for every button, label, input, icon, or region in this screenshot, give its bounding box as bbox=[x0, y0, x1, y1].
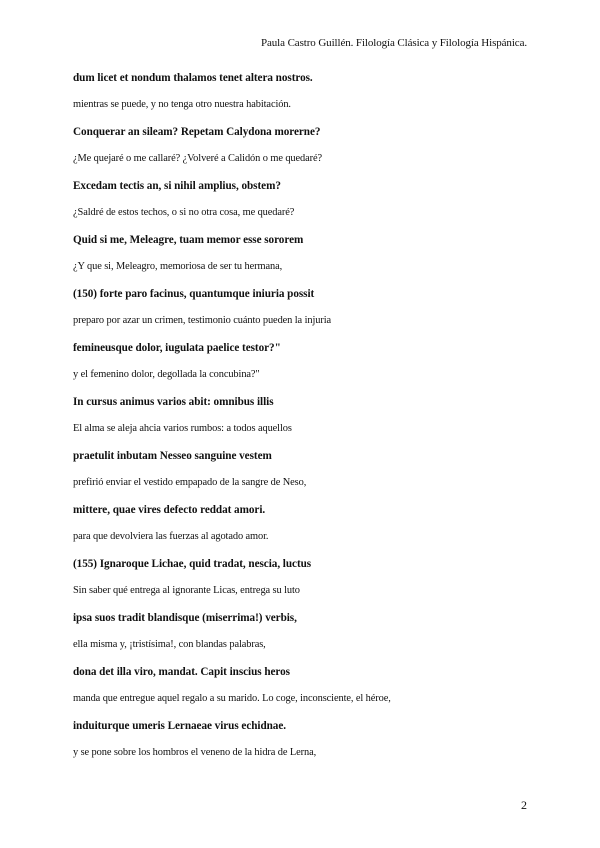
spanish-translation-line: ella misma y, ¡tristísima!, con blandas palabras, bbox=[73, 639, 266, 650]
spanish-translation-line: y el femenino dolor, degollada la concubina?" bbox=[73, 369, 260, 380]
spanish-translation-line: prefirió enviar el vestido empapado de la sangre de Neso, bbox=[73, 477, 307, 488]
spanish-translation-line: manda que entregue aquel regalo a su marido. Lo coge, inconsciente, el héroe, bbox=[73, 693, 391, 704]
latin-verse-line: Conquerar an sileam? Repetam Calydona morerne? bbox=[73, 126, 321, 138]
spanish-translation-line: mientras se puede, y no tenga otro nuestra habitación. bbox=[73, 99, 291, 110]
spanish-translation-line: ¿Me quejaré o me callaré? ¿Volveré a Calidón o me quedaré? bbox=[73, 153, 323, 164]
latin-verse-line: mittere, quae vires defecto reddat amori. bbox=[73, 504, 266, 516]
spanish-translation-line: El alma se aleja ahcia varios rumbos: a todos aquellos bbox=[73, 423, 292, 434]
latin-verse-line: ipsa suos tradit blandisque (miserrima!) verbis, bbox=[73, 612, 297, 624]
latin-verse-line: In cursus animus varios abit: omnibus illis bbox=[73, 396, 274, 408]
spanish-translation-line: Sin saber qué entrega al ignorante Licas, entrega su luto bbox=[73, 585, 300, 596]
spanish-translation-line: y se pone sobre los hombros el veneno de la hidra de Lerna, bbox=[73, 747, 317, 758]
latin-verse-line: (150) forte paro facinus, quantumque iniuria possit bbox=[73, 288, 315, 300]
latin-verse-line: Quid si me, Meleagre, tuam memor esse sororem bbox=[73, 234, 304, 246]
running-header: Paula Castro Guillén. Filología Clásica y Filología Hispánica. bbox=[260, 37, 527, 49]
spanish-translation-line: ¿Y que si, Meleagro, memoriosa de ser tu hermana, bbox=[73, 261, 283, 272]
latin-verse-line: Excedam tectis an, si nihil amplius, obstem? bbox=[73, 180, 281, 192]
spanish-translation-line: preparo por azar un crimen, testimonio cuánto pueden la injuria bbox=[73, 315, 331, 326]
latin-verse-line: femineusque dolor, iugulata paelice testor?" bbox=[73, 342, 281, 354]
spanish-translation-line: para que devolviera las fuerzas al agotado amor. bbox=[73, 531, 269, 542]
page-number: 2 bbox=[521, 798, 527, 812]
spanish-translation-line: ¿Saldré de estos techos, o si no otra cosa, me quedaré? bbox=[73, 207, 295, 218]
latin-verse-line: dum licet et nondum thalamos tenet altera nostros. bbox=[73, 72, 313, 84]
latin-verse-line: induiturque umeris Lernaeae virus echidnae. bbox=[73, 720, 287, 732]
latin-verse-line: (155) Ignaroque Lichae, quid tradat, nescia, luctus bbox=[73, 558, 312, 570]
verse-translation-body bbox=[73, 70, 533, 772]
latin-verse-line: praetulit inbutam Nesseo sanguine vestem bbox=[73, 450, 272, 462]
latin-verse-line: dona det illa viro, mandat. Capit inscius heros bbox=[73, 666, 290, 678]
